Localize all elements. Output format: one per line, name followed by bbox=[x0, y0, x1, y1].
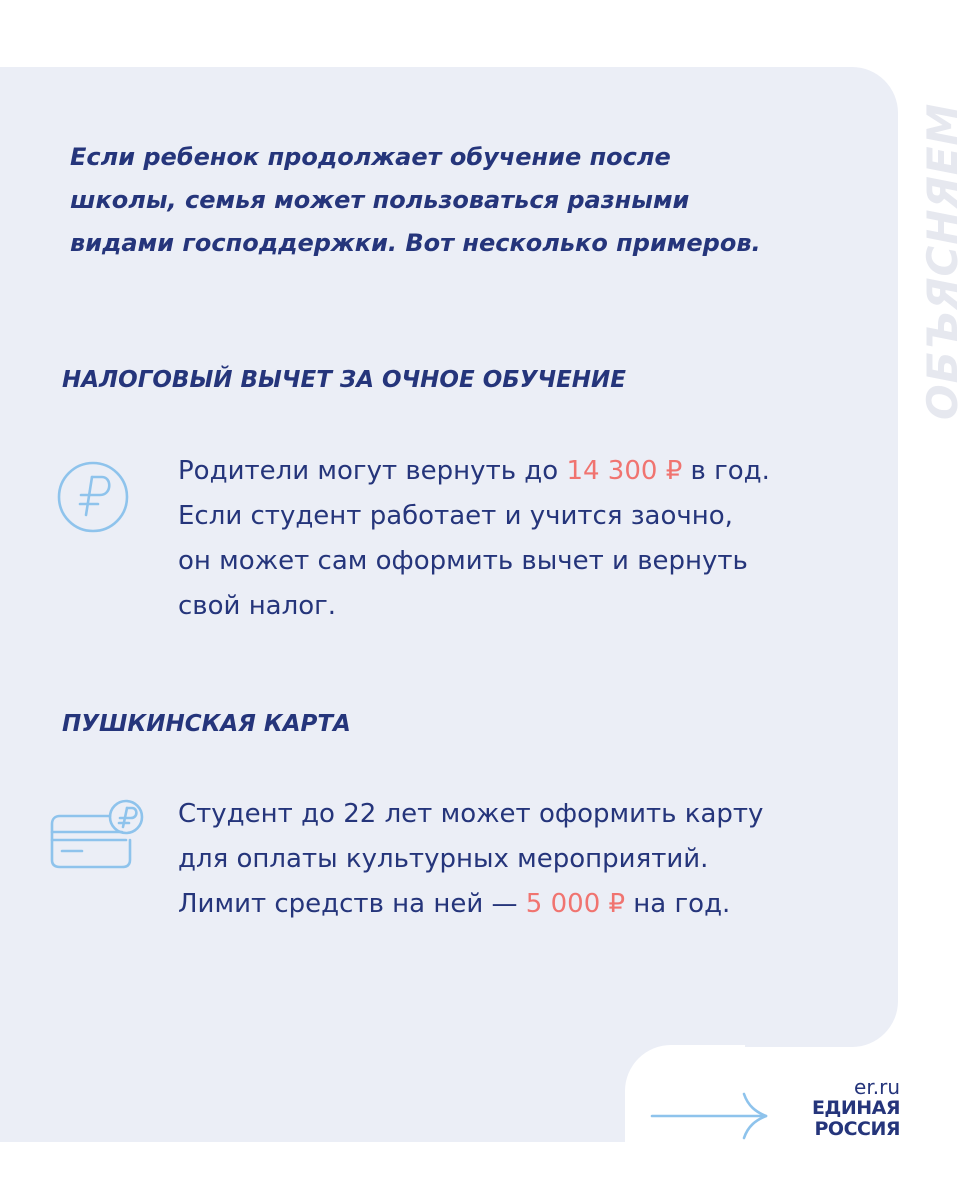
intro-line: школы, семья может пользоваться разными bbox=[70, 186, 690, 214]
side-label: ОБЪЯСНЯЕМ bbox=[918, 102, 967, 420]
tax-deduction-text bbox=[178, 449, 770, 629]
text-line: для оплаты культурных мероприятий. bbox=[178, 844, 709, 874]
site-url[interactable]: er.ru bbox=[854, 1075, 900, 1099]
amount-highlight: 14 300 ₽ bbox=[566, 456, 683, 486]
text-line: Родители могут вернуть до 14 300 ₽ в год. bbox=[178, 456, 770, 486]
text-line: Лимит средств на ней — 5 000 ₽ на год. bbox=[178, 889, 731, 919]
ruble-coin-icon bbox=[56, 458, 134, 540]
arrow-right-icon[interactable] bbox=[650, 1092, 772, 1146]
text-line: Если студент работает и учится заочно, bbox=[178, 501, 733, 531]
section-title-pushkin-card: ПУШКИНСКАЯ КАРТА bbox=[62, 711, 351, 737]
text-line: свой налог. bbox=[178, 591, 337, 621]
brand-name-line1: ЕДИНАЯ bbox=[811, 1097, 900, 1119]
section-title-tax-deduction: НАЛОГОВЫЙ ВЫЧЕТ ЗА ОЧНОЕ ОБУЧЕНИЕ bbox=[62, 367, 627, 393]
text-line: Студент до 22 лет может оформить карту bbox=[178, 799, 764, 829]
pushkin-card-text bbox=[178, 792, 763, 927]
content-card-bottom bbox=[0, 1000, 625, 1142]
intro-text bbox=[70, 136, 890, 265]
intro-line: Если ребенок продолжает обучение после bbox=[70, 143, 671, 171]
text-line: он может сам оформить вычет и вернуть bbox=[178, 546, 748, 576]
brand-name-line2: РОССИЯ bbox=[814, 1118, 900, 1140]
brand-logo[interactable] bbox=[790, 1076, 900, 1140]
intro-line: видами господдержки. Вот несколько примеров. bbox=[70, 229, 761, 257]
card-ruble-icon bbox=[48, 798, 148, 874]
amount-highlight: 5 000 ₽ bbox=[525, 889, 626, 919]
